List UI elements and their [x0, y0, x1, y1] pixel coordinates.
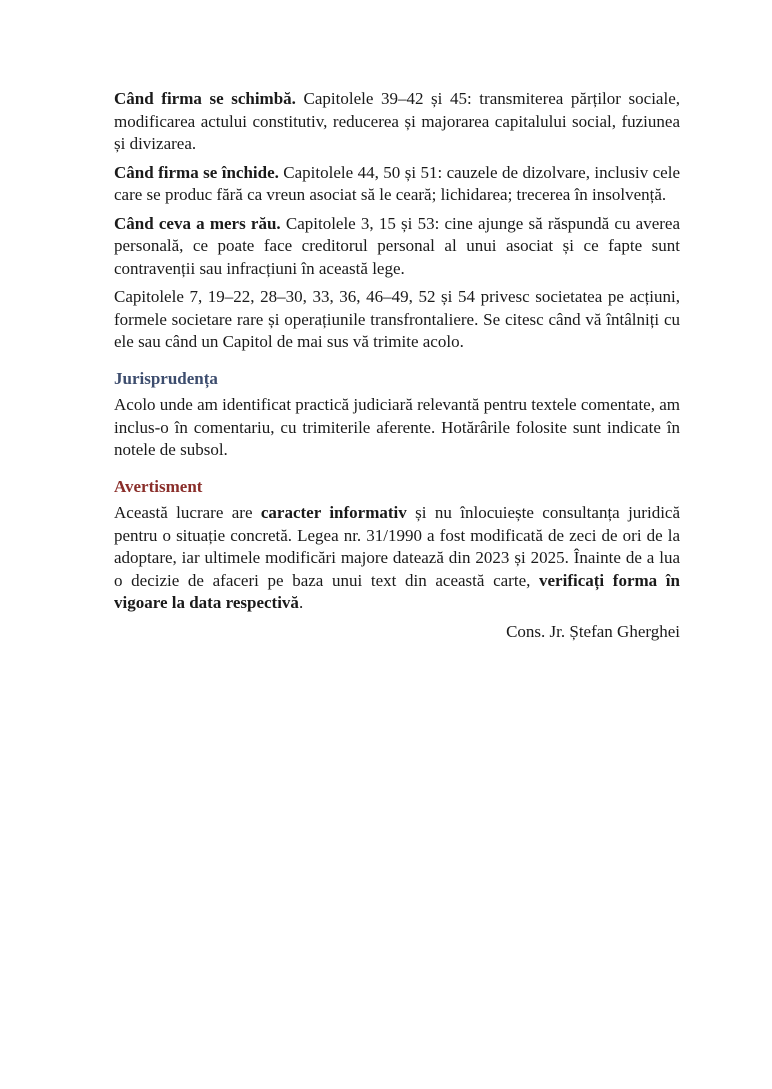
author-signature: Cons. Jr. Ștefan Gherghei — [506, 621, 680, 641]
paragraph-something-wrong — [114, 213, 680, 281]
text-company-closes: Capitolele 44, 50 și 51: cauzele de dizolvare, inclusiv cele care se produc fără ca vreun asociat să le ceară; lichidarea; trecerea în insolvență. — [114, 162, 681, 204]
warning-text-3: . — [298, 593, 304, 612]
warning-bold-1: caracter informativ — [260, 503, 407, 522]
heading-jurisprudence: Jurisprudența — [114, 368, 218, 388]
lead-company-changes: Când firma se schimbă. — [114, 89, 296, 108]
paragraph-jurisprudence: Acolo unde am identificat practică judiciară relevantă pentru textele comentate, am inclus-o în comentariu, cu trimiterile aferente. Hotărârile folosite sunt indicate în notele de subsol. — [114, 395, 680, 459]
warning-text-2: și nu înlocuiește consultanța juridică pentru o situație concretă. Legea nr. 31/1990 a fost modificată de zeci de ori de la adoptare, iar ultimele modificări majore datează din 2023 și 2025. Înainte de a lua o decizie de afaceri pe baza unui text din această carte, — [114, 503, 681, 590]
warning-bold-2: verificați forma în vigoare la data respectivă — [114, 570, 680, 612]
paragraph-company-closes — [114, 162, 680, 207]
paragraph-warning — [114, 502, 680, 615]
text-company-changes: Capitolele 39–42 și 45: transmiterea părților sociale, modificarea actului constitutiv, reducerea și majorarea capitalului social, fuziunea și divizarea. — [114, 89, 680, 153]
paragraph-other-chapters: Capitolele 7, 19–22, 28–30, 33, 36, 46–49, 52 și 54 privesc societatea pe acțiuni, formele societare rare și operațiunile transfrontaliere. Se citesc când vă întâlniți cu ele sau când un Capitol de mai sus vă trimite acolo. — [114, 287, 680, 351]
paragraph-company-changes — [114, 88, 680, 156]
document-page — [114, 88, 680, 643]
lead-company-closes: Când firma se închide. — [114, 162, 279, 182]
heading-warning: Avertisment — [114, 476, 203, 496]
lead-something-wrong: Când ceva a mers rău. — [114, 213, 281, 233]
warning-text-1: Această lucrare are — [114, 503, 261, 522]
text-something-wrong: Capitolele 3, 15 și 53: cine ajunge să răspundă cu averea personală, ce poate face creditorul personal al unui asociat și ce fapte sunt contravenții sau infracțiuni în această lege. — [114, 213, 680, 278]
